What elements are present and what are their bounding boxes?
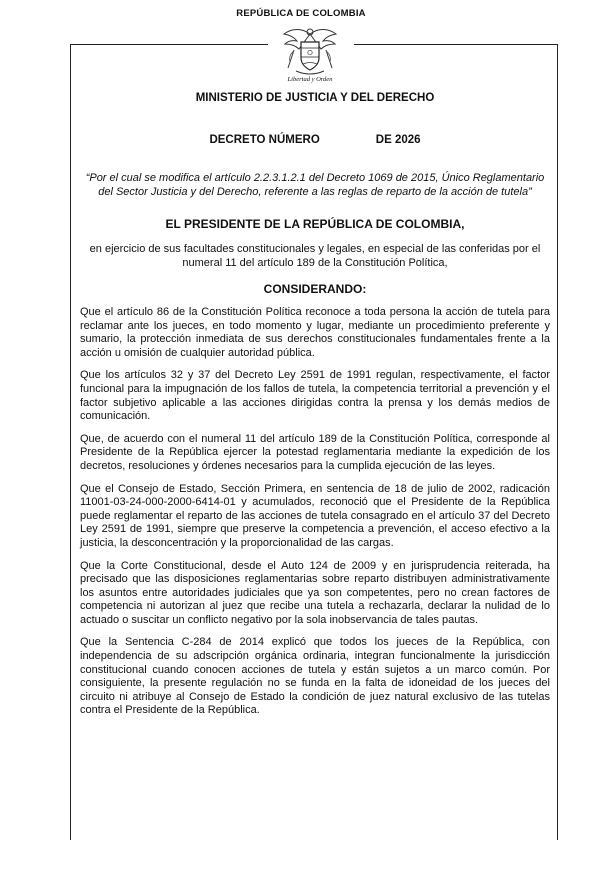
president-heading: EL PRESIDENTE DE LA REPÚBLICA DE COLOMBIA, [165,217,465,231]
decree-number-label: DECRETO NÚMERO [209,134,320,146]
decree-body [80,92,550,727]
powers-statement: en ejercicio de sus facultades constitucionales y legales, en especial de las conferidas por el numeral 11 del artículo 189 de la Constitución Política, [89,243,541,269]
colombia-coat-of-arms-icon [280,24,340,82]
considering-paragraph: Que el Consejo de Estado, Sección Primera, en sentencia de 18 de julio de 2002, radicación 11001-03-24-000-2000-6414-01 y acumulados, reconoció que el Presidente de la República puede reglamentar el reparto de las acciones de tutela consagrado en el artículo 37 del Decreto Ley 2591 de 1991, siempre que preserve la competencia a prevención, el acceso efectivo a la justicia, la desconcentración y la proporcionalidad de las cargas. [80,482,550,549]
decree-year: DE 2026 [375,134,421,146]
considering-paragraph: Que la Sentencia C-284 de 2014 explicó que todos los jueces de la República, con independencia de su adscripción orgánica ordinaria, integran funcionalmente la jurisdicción constitucional cuando conocen acciones de tutela y están sujetos a un marco común. Por consiguiente, la presente regulación no se funda en la falta de idoneidad de los jueces del circuito ni atribuye al Consejo de Estado la condición de juez natural exclusivo de las tutelas contra el Presidente de la República. [80,636,550,717]
ministry-title: MINISTERIO DE JUSTICIA Y DEL DERECHO [195,92,435,104]
decree-number-line [80,134,550,146]
seal-motto: Libertad y Orden [287,76,333,83]
republic-heading: REPÚBLICA DE COLOMBIA [236,8,366,19]
decree-subject: “Por el cual se modifica el artículo 2.2.3.1.2.1 del Decreto 1069 de 2015, Único Reglamentario del Sector Justicia y del Derecho, referente a las reglas de reparto de la acción de tutela” [85,172,545,198]
considering-paragraph: Que los artículos 32 y 37 del Decreto Ley 2591 de 1991 regulan, respectivamente, el factor funcional para la impugnación de los fallos de tutela, la competencia territorial a prevención y el factor subjetivo aplicable a las acciones dirigidas contra la prensa y los demás medios de comunicación. [80,369,550,423]
considering-paragraph: Que, de acuerdo con el numeral 11 del artículo 189 de la Constitución Política, corresponde al Presidente de la República ejercer la potestad reglamentaria mediante la expedición de los decretos, resoluciones y órdenes necesarios para la cumplida ejecución de las leyes. [80,432,550,472]
considering-heading: CONSIDERANDO: [263,282,367,296]
considering-paragraph: Que la Corte Constitucional, desde el Auto 124 de 2009 y en jurisprudencia reiterada, ha precisado que las disposiciones reglamentarias sobre reparto distribuyen administrativamente los asuntos entre autoridades judiciales que ya son competentes, pero no crean factores de competencia ni autorizan al juez que recibe una tutela a rechazarla, declarar la nulidad de lo actuado o suscitar un conflicto negativo por la sola inobservancia de tales pautas. [80,559,550,626]
considering-paragraph: Que el artículo 86 de la Constitución Política reconoce a toda persona la acción de tutela para reclamar ante los jueces, en todo momento y lugar, mediante un procedimiento preferente y sumario, la protección inmediata de sus derechos constitucionales fundamentales frente a la acción u omisión de cualquier autoridad pública. [80,306,550,359]
